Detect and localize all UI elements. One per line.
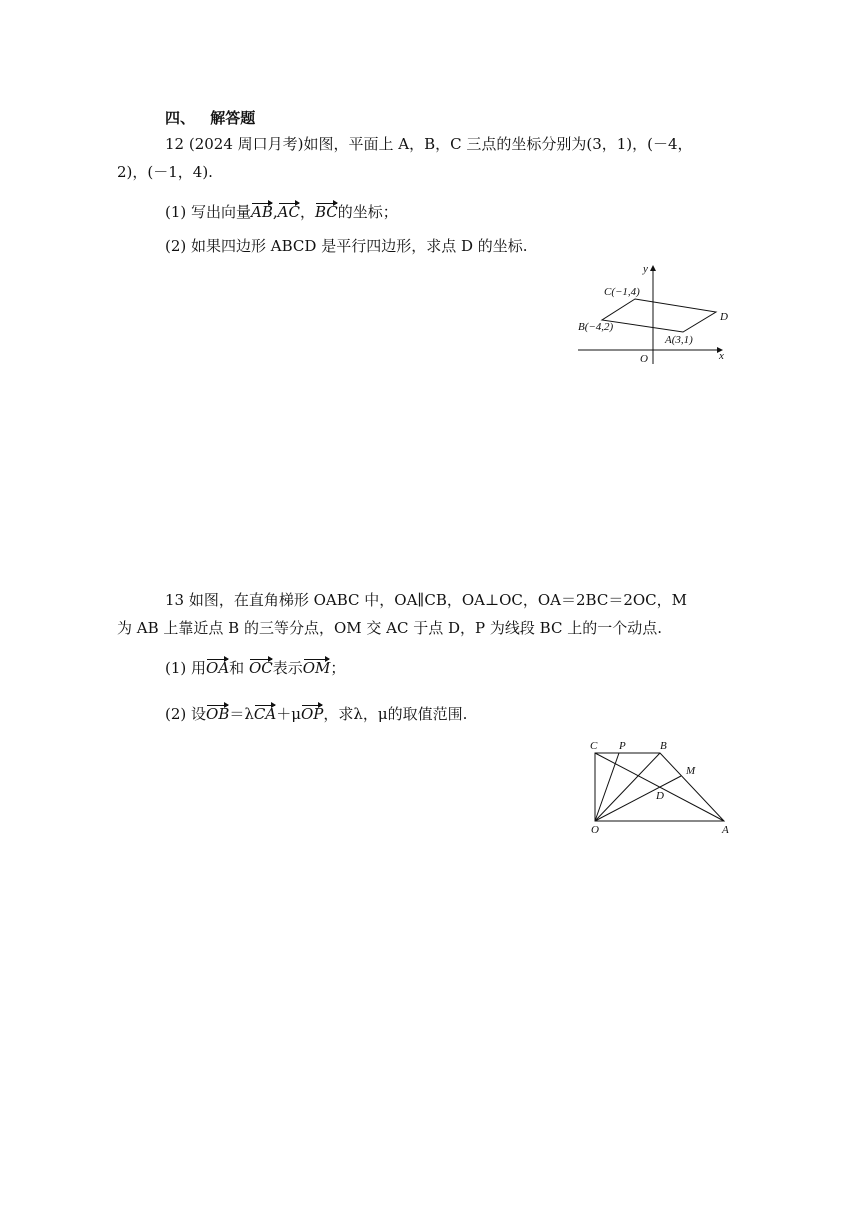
section-header [165,108,255,128]
q13-trapezoid-figure [585,736,735,836]
x-axis-label: x [719,350,724,362]
y-axis-label: y [643,263,648,275]
q13-part1-prefix: (1) 用 [165,659,207,677]
q13-part1-mid2: 表示 [272,659,303,677]
vector-bc: BC [315,200,338,220]
label-d: D [656,790,664,802]
vector-ca: CA [254,702,276,722]
segment-om [595,776,681,821]
segment-ob [595,753,660,821]
q12-part1-suffix: 的坐标； [337,203,398,221]
point-a-label: A(3,1) [665,334,693,346]
label-a: A [722,824,729,836]
vector-ob: OB [206,702,229,722]
vector-ab: AB [251,200,273,220]
q12-text-line1: 12 (2024 周口月考)如图，平面上 A，B，C 三点的坐标分别为(3，1)，(－4， [165,135,693,153]
q13-text-line2: 为 AB 上靠近点 B 的三等分点，OM 交 AC 于点 D，P 为线段 BC 上的一个动点. [117,619,662,637]
q12-part2: (2) 如果四边形 ABCD 是平行四边形，求点 D 的坐标. [165,237,528,255]
q12-part1-prefix: (1) 写出向量 [165,203,252,221]
vector-ac: AC [278,200,300,220]
vector-oc: OC [249,656,273,676]
label-c: C [590,740,598,752]
q13-part2-eq: ＝λ [229,705,254,723]
point-d-label: D [720,311,728,323]
vector-oa: OA [206,656,229,676]
label-p: P [619,740,626,752]
vector-op: OP [301,702,323,722]
label-b: B [660,740,667,752]
q12-part1: (1) 写出向量AB,AC，BC的坐标； [165,200,398,222]
point-c-label: C(−1,4) [604,286,640,298]
q13-part2-suffix: ，求λ，μ的取值范围. [323,705,468,723]
q13-part2-prefix: (2) 设 [165,705,207,723]
label-m: M [686,765,696,777]
q13-part2 [165,702,467,724]
point-b-label: B(−4,2) [578,321,614,333]
q13-text-line1: 13 如图，在直角梯形 OABC 中，OA∥CB，OA⊥OC，OA＝2BC＝2OC，M [165,591,687,609]
q13-part1-suffix: ； [330,659,346,677]
origin-label: O [640,353,648,365]
q13-part1 [165,656,345,678]
section-title: 解答题 [210,109,256,127]
q12-coordinate-figure [570,258,740,370]
vector-om: OM [303,656,331,676]
label-o: O [591,824,599,836]
section-number: 四、 [165,109,196,127]
q12-text-line2: 2)，(－1，4). [117,163,213,181]
parallelogram-abcd [602,299,716,332]
q13-part1-mid: 和 [229,659,249,677]
q13-part2-plus: ＋μ [276,705,301,723]
